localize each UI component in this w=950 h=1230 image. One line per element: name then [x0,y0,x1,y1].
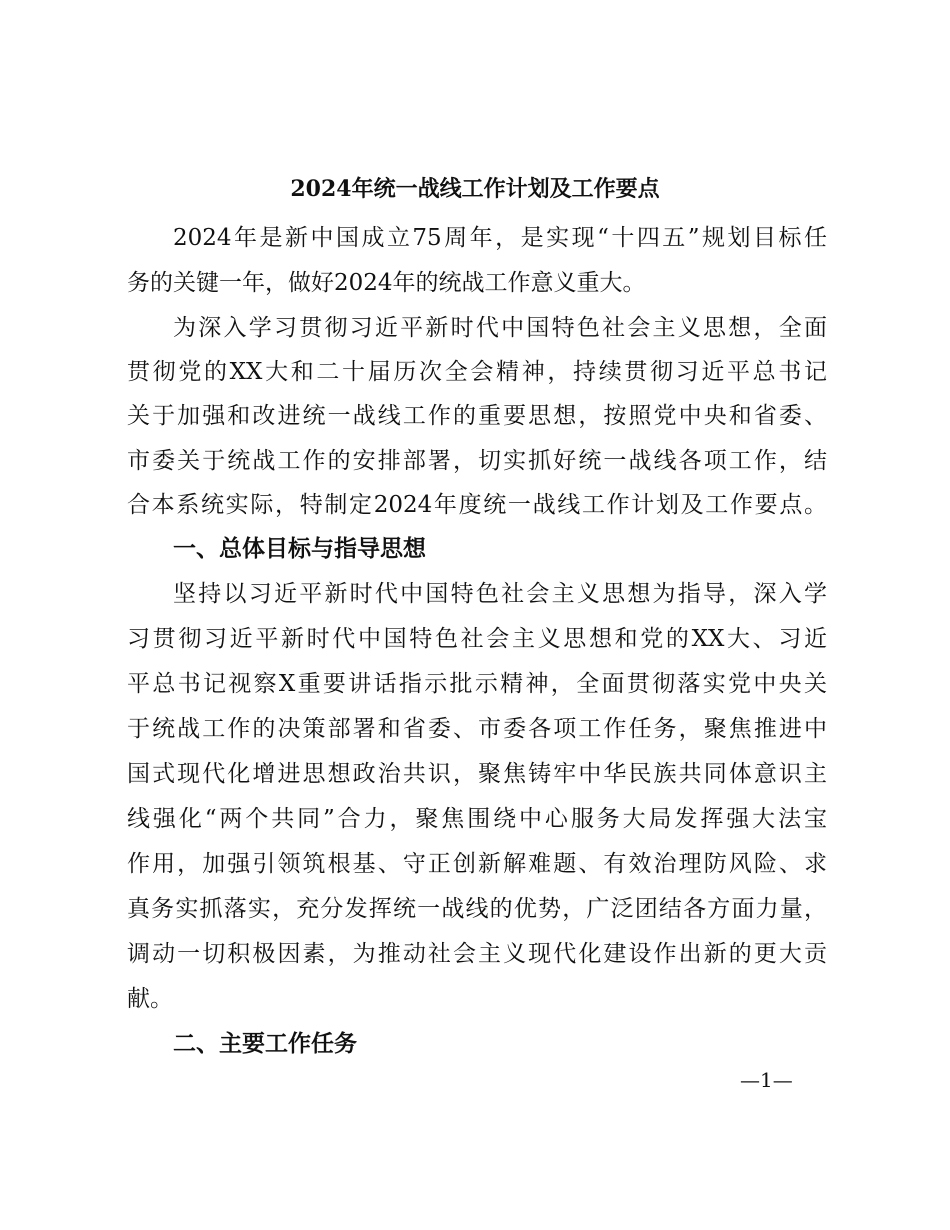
paragraph-line: 平总书记视察X重要讲话指示批示精神，全面贯彻落实党中央关 [127,671,827,697]
page-number: —1— [740,1068,793,1092]
paragraph-line: 真务实抓落实，充分发挥统一战线的优势，广泛团结各方面力量， [127,896,827,922]
paragraph-line: 市委关于统战工作的安排部署，切实抓好统一战线各项工作，结 [127,448,827,474]
section-heading-2: 二、主要工作任务 [173,1031,357,1057]
paragraph-line: 调动一切积极因素，为推动社会主义现代化建设作出新的更大贡 [127,941,827,967]
paragraph-line: 国式现代化增进思想政治共识，聚焦铸牢中华民族共同体意识主 [127,761,827,787]
paragraph-line: 2024年是新中国成立75周年，是实现“十四五”规划目标任 [173,225,827,251]
paragraph-line: 于统战工作的决策部署和省委、市委各项工作任务，聚焦推进中 [127,716,827,742]
paragraph-line: 习贯彻习近平新时代中国特色社会主义思想和党的XX大、习近 [127,626,827,652]
paragraph-line: 作用，加强引领筑根基、守正创新解难题、有效治理防风险、求 [127,851,827,877]
paragraph-line: 为深入学习贯彻习近平新时代中国特色社会主义思想，全面 [173,315,827,341]
paragraph-line: 关于加强和改进统一战线工作的重要思想，按照党中央和省委、 [127,403,827,429]
paragraph-line: 线强化“两个共同”合力，聚焦围绕中心服务大局发挥强大法宝 [127,806,827,832]
paragraph-line: 献。 [127,986,173,1012]
paragraph-line: 坚持以习近平新时代中国特色社会主义思想为指导，深入学 [173,581,827,607]
paragraph-line: 合本系统实际，特制定2024年度统一战线工作计划及工作要点。 [127,492,827,518]
paragraph-line: 贯彻党的XX大和二十届历次全会精神，持续贯彻习近平总书记 [127,359,827,385]
section-heading-1: 一、总体目标与指导思想 [173,536,426,562]
document-title: 2024年统一战线工作计划及工作要点 [290,176,660,202]
paragraph-line: 务的关键一年，做好2024年的统战工作意义重大。 [127,270,646,296]
